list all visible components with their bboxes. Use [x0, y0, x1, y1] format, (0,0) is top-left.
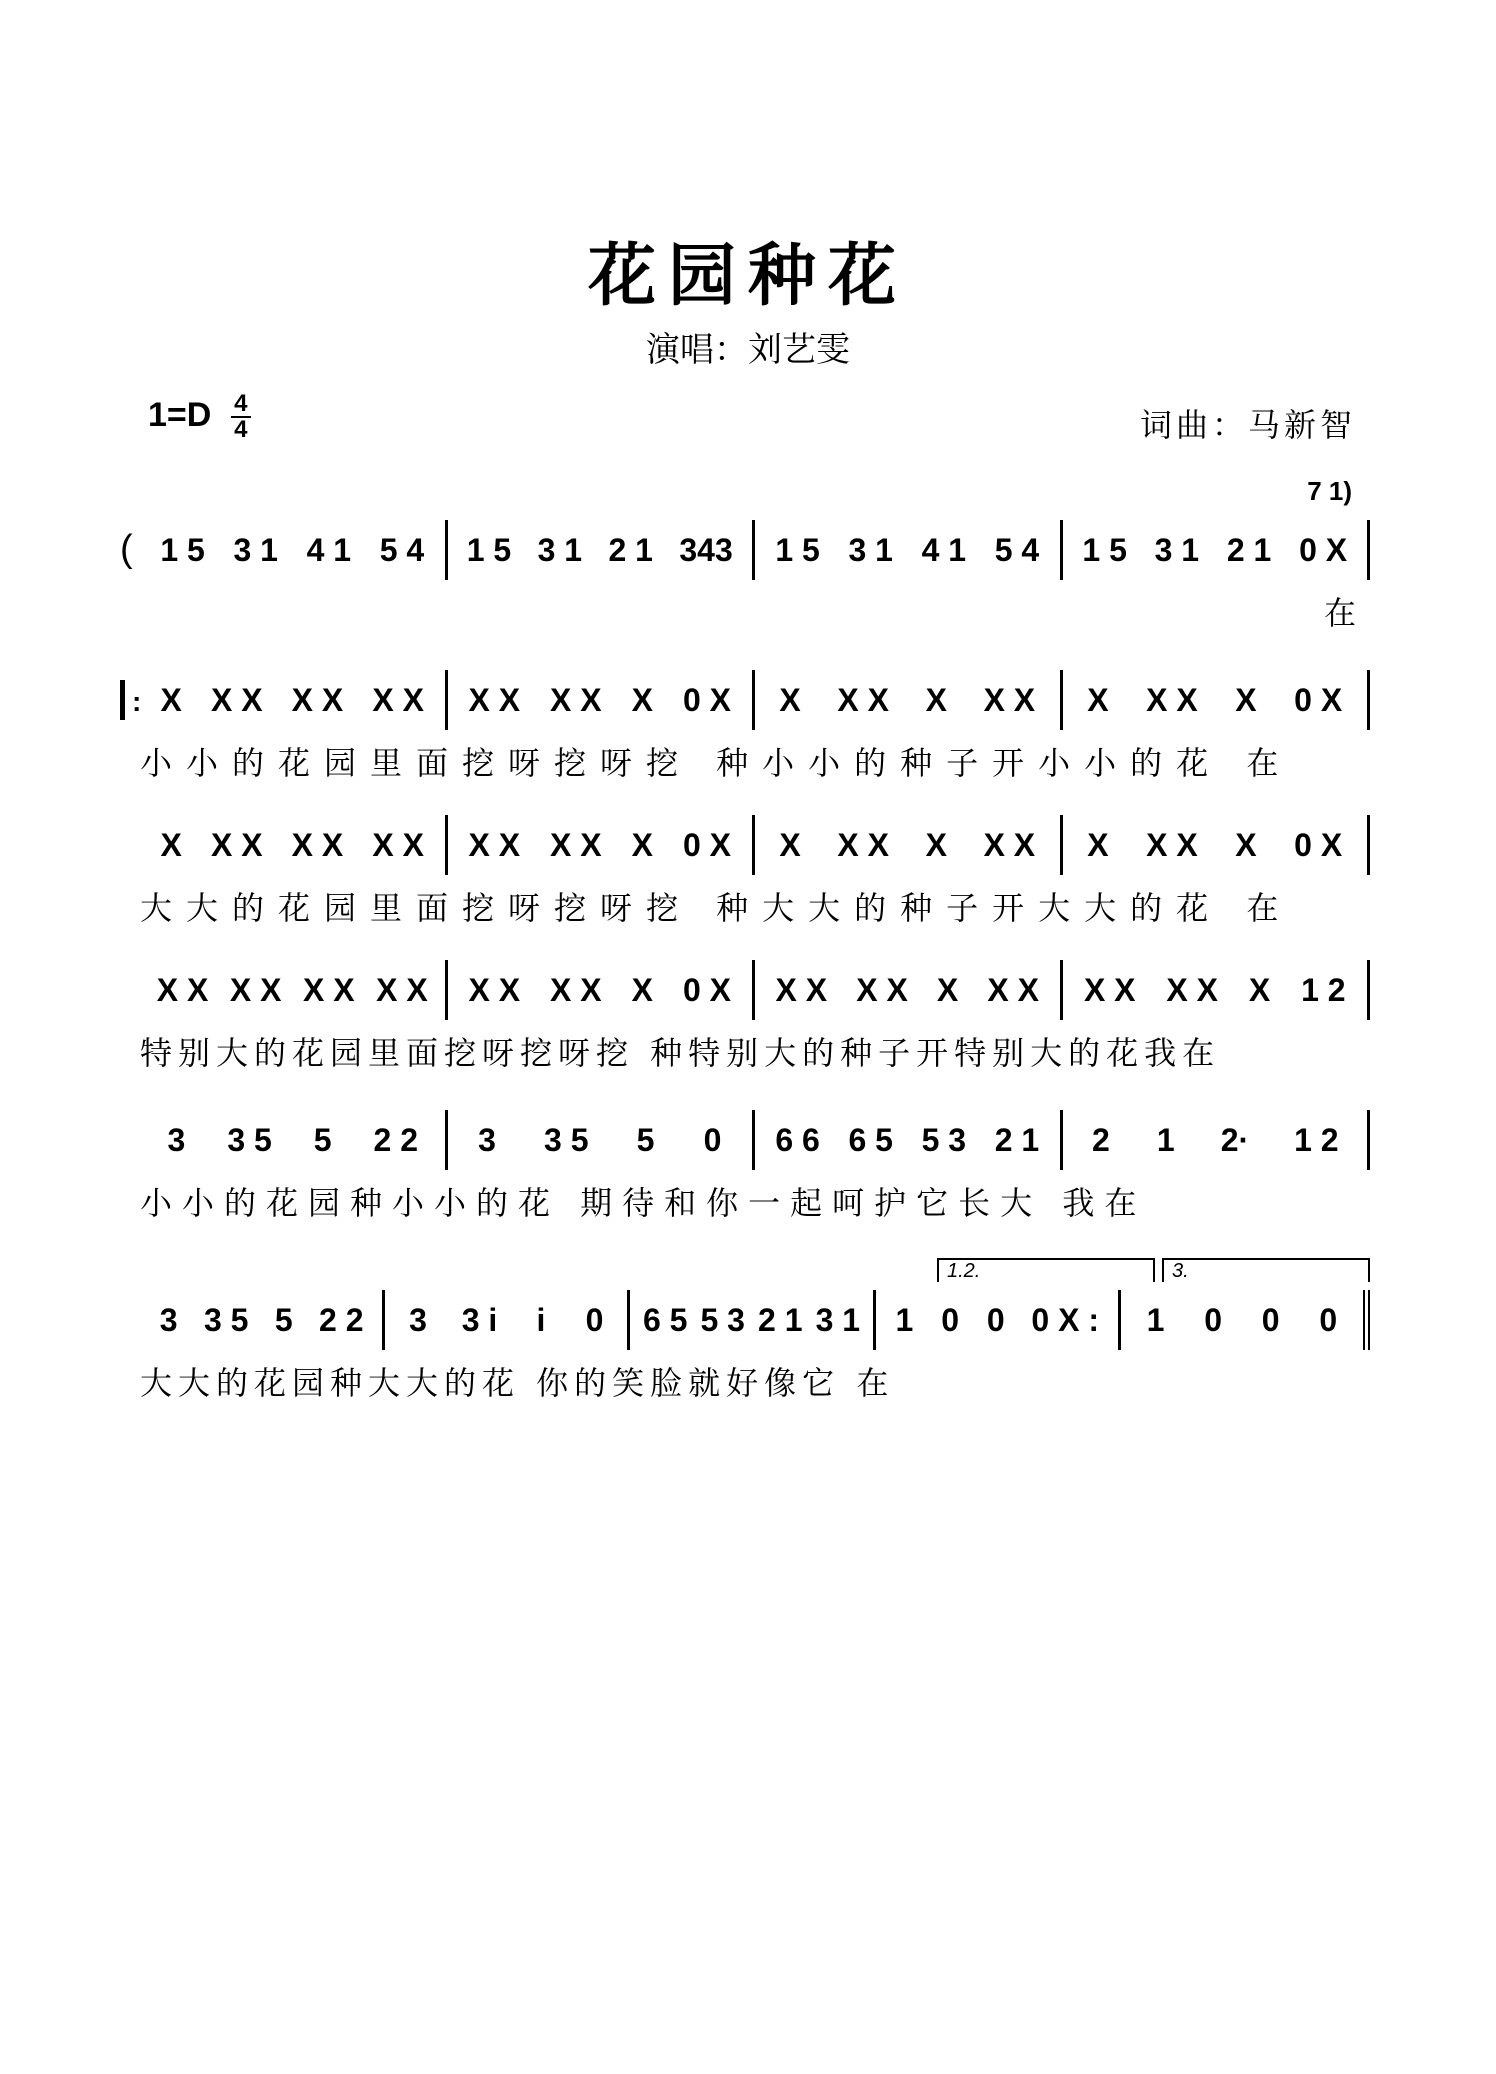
note: X X [983, 681, 1036, 718]
note: i [536, 1301, 546, 1338]
system-chorus-1 [140, 1110, 1370, 1228]
lyrics-line: 小小的花园种小小的花 期待和你一起呵护它长大 我在 [140, 1184, 1147, 1222]
note: 0 X : [1031, 1301, 1099, 1338]
note: X X [303, 971, 355, 1008]
note: X [779, 681, 801, 718]
measure-final [1121, 1290, 1370, 1350]
lyrics-line: 小小的花园里面挖呀挖呀挖 种小小的种子开小小的花 在 [140, 744, 1293, 782]
note: 2 [1092, 1121, 1110, 1158]
note: 0 [986, 1301, 1005, 1338]
note: 1 [895, 1301, 914, 1338]
measure [140, 1110, 448, 1170]
note: X [631, 681, 653, 718]
measure [1063, 1110, 1371, 1170]
note: 3 5 [227, 1121, 272, 1158]
staff [140, 1260, 1370, 1350]
note: 1 5 [160, 531, 205, 568]
note: 1 2 [1294, 1121, 1339, 1158]
note: X X [372, 681, 424, 718]
composer-credit: 词曲：马新智 [1139, 406, 1356, 444]
staff [140, 960, 1370, 1020]
measure [876, 1290, 1121, 1350]
note: X X [291, 826, 344, 863]
note: 0 [703, 1121, 722, 1158]
measure [140, 1290, 385, 1350]
system-chorus-2 [140, 1260, 1370, 1408]
note: X X [229, 971, 282, 1008]
note: X [779, 826, 801, 863]
note: 3 i [461, 1301, 498, 1338]
note: 2 1 [608, 531, 653, 568]
note: 5 3 [700, 1301, 745, 1338]
measure [1063, 670, 1371, 730]
note: 3 [159, 1301, 178, 1338]
note: X [925, 826, 947, 863]
note: X X [1146, 681, 1198, 718]
note: X X [550, 971, 602, 1008]
note: X [160, 826, 182, 863]
measure [630, 1290, 875, 1350]
note: X X [856, 971, 908, 1008]
measure [140, 670, 448, 730]
note: 0 X [1294, 826, 1343, 863]
note: 0 [1319, 1301, 1338, 1338]
note: X X [837, 826, 889, 863]
note: X X [987, 971, 1039, 1008]
pickup-notes: 7 1) [1307, 476, 1352, 506]
measure [448, 815, 756, 875]
measure [140, 520, 448, 580]
note: 0 [1261, 1301, 1280, 1338]
volta-ending-1: 1.2. [937, 1258, 1155, 1282]
note: X [1235, 681, 1257, 718]
open-paren: ( [120, 528, 133, 570]
measure [755, 960, 1063, 1020]
measure [1063, 815, 1371, 875]
measure [448, 960, 756, 1020]
note: 1 [1156, 1121, 1175, 1158]
note: X X [550, 826, 602, 863]
note: 0 [585, 1301, 604, 1338]
note: X X [468, 971, 521, 1008]
note: 3 [409, 1301, 427, 1338]
note: X X [210, 826, 263, 863]
repeat-start-bar [120, 680, 125, 720]
note: 0 X [682, 971, 731, 1008]
note: 5 4 [994, 531, 1040, 568]
note: 0 X [682, 826, 731, 863]
note: 5 [274, 1301, 293, 1338]
staff [120, 476, 1370, 580]
note: 2 2 [373, 1121, 419, 1158]
note: 2 1 [1226, 531, 1272, 568]
repeat-dots: : [132, 686, 142, 717]
time-bottom: 4 [234, 416, 248, 443]
note: 5 3 [921, 1121, 967, 1158]
note: 1 [1146, 1301, 1165, 1338]
note: 2 2 [319, 1301, 364, 1338]
measure [385, 1290, 630, 1350]
note: X X [156, 971, 209, 1008]
staff [140, 815, 1370, 875]
note: 6 5 [642, 1301, 688, 1338]
note: 0 [941, 1301, 959, 1338]
note: X X [468, 826, 521, 863]
note: X X [468, 681, 521, 718]
system-intro [120, 476, 1370, 638]
note: X X [1166, 971, 1218, 1008]
measure [1063, 520, 1371, 580]
volta-ending-2: 3. [1162, 1258, 1370, 1282]
measure [755, 520, 1063, 580]
note: X [1087, 826, 1109, 863]
note: 3 1 [537, 531, 583, 568]
lyrics-line: 在 [1323, 594, 1370, 632]
time-top: 4 [234, 390, 248, 417]
note: X [1248, 971, 1271, 1008]
note: 6 6 [775, 1121, 820, 1158]
note: 6 5 [848, 1121, 893, 1158]
note: X X [1146, 826, 1198, 863]
system-verse-3 [140, 960, 1370, 1078]
staff [132, 670, 1370, 730]
measure [755, 1110, 1063, 1170]
measure [448, 1110, 756, 1170]
note: 2 1 [994, 1121, 1040, 1158]
note: X X [983, 826, 1036, 863]
note: 1 5 [775, 531, 820, 568]
note: 2 1 [758, 1301, 803, 1338]
lyrics-line: 特别大的花园里面挖呀挖呀挖 种特别大的种子开特别大的花我在 [140, 1034, 1221, 1072]
measure [448, 670, 756, 730]
note: X X [376, 971, 428, 1008]
note: X [631, 826, 653, 863]
note: 3 [167, 1121, 186, 1158]
note: 4 1 [921, 531, 967, 568]
system-verse-2 [140, 815, 1370, 933]
measure [1063, 960, 1371, 1020]
note: 3 5 [544, 1121, 589, 1158]
note: 4 1 [306, 531, 352, 568]
time-signature [231, 392, 251, 442]
note: 0 X [1294, 681, 1343, 718]
note: 3 1 [815, 1301, 861, 1338]
note: 5 [636, 1121, 655, 1158]
note: 343 [679, 531, 733, 568]
key-label: 1=D [148, 395, 212, 434]
measure [448, 520, 756, 580]
note: X [936, 971, 959, 1008]
note: 3 [478, 1121, 496, 1158]
note: 3 1 [848, 531, 893, 568]
note: X [1087, 681, 1109, 718]
note: 1 5 [1082, 531, 1127, 568]
key-signature [148, 392, 251, 442]
measure [755, 815, 1063, 875]
note: 5 [313, 1121, 332, 1158]
note: X X [372, 826, 424, 863]
lyrics-line: 大大的花园里面挖呀挖呀挖 种大大的种子开大大的花 在 [140, 889, 1293, 927]
lyrics-line: 大大的花园种大大的花 你的笑脸就好像它 在 [140, 1364, 895, 1402]
note: X X [837, 681, 889, 718]
note: 0 [1204, 1301, 1223, 1338]
measure [755, 670, 1063, 730]
note: 1 5 [466, 531, 512, 568]
staff [140, 1110, 1370, 1170]
note: 0 X [682, 681, 731, 718]
song-title: 花园种花 [587, 236, 908, 316]
note: 2· [1220, 1121, 1250, 1158]
note: X X [291, 681, 344, 718]
note: X X [210, 681, 263, 718]
measure [140, 815, 448, 875]
measure [140, 960, 448, 1020]
singer-credit: 演唱：刘艺雯 [646, 330, 850, 370]
note: X X [1083, 971, 1136, 1008]
note: X [160, 681, 182, 718]
note: X [925, 681, 947, 718]
note: X X [550, 681, 602, 718]
note: 3 1 [1154, 531, 1200, 568]
note: 1 2 [1301, 971, 1346, 1008]
note: X [1235, 826, 1257, 863]
note: X [631, 971, 653, 1008]
note: 0 X [1299, 531, 1348, 568]
system-verse-1 [132, 670, 1370, 788]
note: 5 4 [379, 531, 425, 568]
note: X X [775, 971, 828, 1008]
note: 3 5 [203, 1301, 249, 1338]
note: 3 1 [233, 531, 278, 568]
